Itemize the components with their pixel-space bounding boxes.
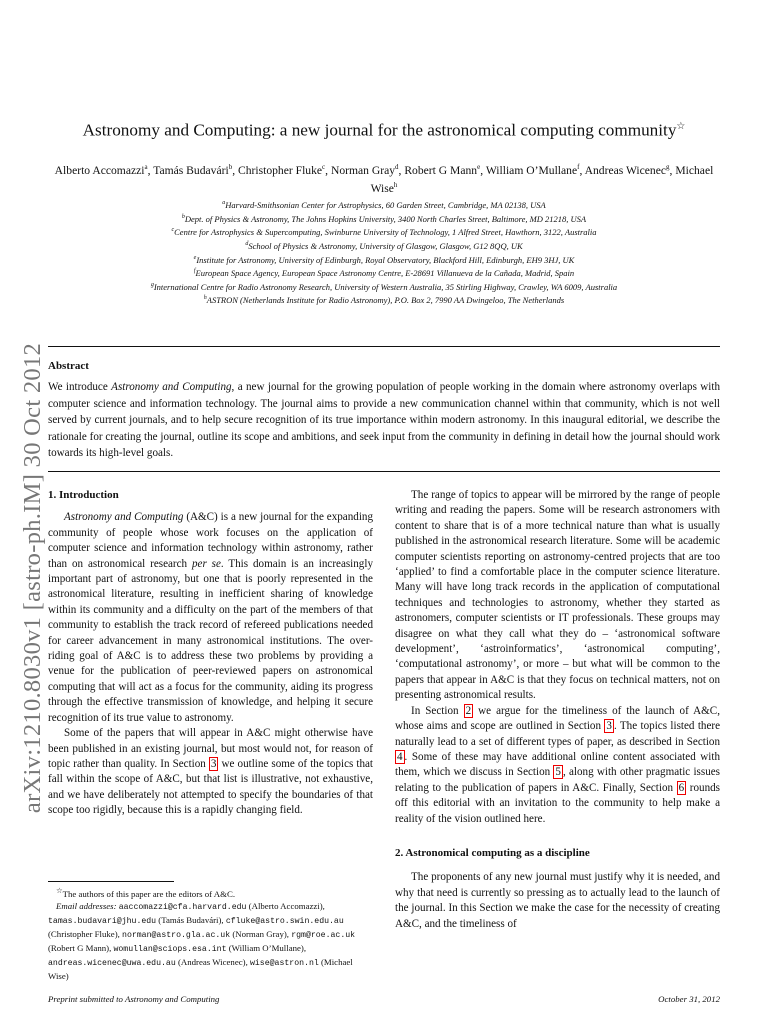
paper-title [48, 117, 720, 141]
author-name: Andreas Wicenec [584, 163, 667, 177]
author-affiliation-mark: e [477, 163, 481, 171]
email-label: Email addresses: [56, 900, 117, 911]
abstract-journal-name: Astronomy and Computing [111, 381, 232, 393]
per-se: per se [191, 557, 221, 570]
intro-p4-b: we argue for the timeliness of the launch of A&C, whose aims and scope are outlined in Section [395, 704, 720, 733]
section-2-heading: 2. Astronomical computing as a discipline [395, 846, 590, 859]
intro-p2-post: we outline some of the topics that fall within the scope of A&C, but that list is illustrative, not exhaustive, and we have deliberately not attempted to specify the boundaries of that scope too rigidly, because this is a rapidly changing field. [48, 757, 374, 817]
affiliation-line [48, 239, 720, 253]
affiliation-line [48, 198, 720, 212]
affiliation-mark: c [171, 227, 175, 234]
affiliation-line [48, 280, 720, 294]
affiliation-mark: g [150, 281, 154, 288]
footer-date: October 31, 2012 [658, 994, 720, 1004]
author-affiliation-mark: f [577, 163, 580, 171]
email-link[interactable]: andreas.wicenec@uwa.edu.au [48, 958, 176, 968]
author-affiliation-mark: a [144, 163, 148, 171]
affiliation-text: Harvard-Smithsonian Center for Astrophysics, 60 Garden Street, Cambridge, MA 02138, USA [225, 199, 546, 210]
affiliation-text: European Space Agency, European Space Astronomy Centre, E-28691 Villanueva de la Cañada, Madrid, Spain [195, 267, 575, 278]
email-owner: (Norman Gray), [230, 928, 292, 939]
left-column [48, 488, 373, 819]
email-owner: (Christopher Fluke), [48, 928, 123, 939]
affiliation-mark: a [222, 200, 226, 206]
abstract-body: , a new journal for the growing population of people working in the domain where astronomy overlaps with computer science and information technology. The journal aims to provide a new communication channel within that community, which is not well served by current journals, and to help secure recognition of its true importance within modern astronomy. In this inaugural editorial, we describe the rationale for creating the journal, outline its scope and ambitions, and seek input from the community in defining in detail how the journal should work towards its high-level goals. [48, 381, 721, 460]
title-star: ☆ [676, 121, 686, 132]
email-link[interactable]: womullan@sciops.esa.int [113, 944, 227, 954]
intro-paragraph-2 [48, 726, 373, 818]
email-link[interactable]: wise@astron.nl [249, 958, 319, 968]
affiliation-mark: d [245, 240, 249, 247]
abstract-text [48, 379, 720, 462]
section-ref-link[interactable]: 4 [397, 750, 403, 763]
author-affiliation-mark: d [395, 163, 399, 171]
affiliation-line [48, 225, 720, 239]
section-2-paragraph-1: The proponents of any new journal must justify why it is needed, and why that need is currently so pressing as to actually lead to the launch of the journal. In this Section we make the case for the necessity of creating A&C, and the timeliness of [395, 871, 720, 930]
author-list: Alberto Accomazzi$^a$, Tamás Budavári$^b$, Christopher Fluke$^c$, Norman Gray$^d$, Robert G Mann$^e$, William O’Mullane$^f$, Andreas Wicenec$^g$, Michael Wise$^h$ [54, 163, 714, 196]
author-name: Norman Gray [330, 163, 396, 177]
intro-p4-c: . The topics listed there naturally lead to a set of different types of paper, as described in Section [395, 720, 720, 748]
author-name: Alberto Accomazzi [54, 163, 145, 177]
affiliation-line [48, 266, 720, 280]
abstract-heading: Abstract [48, 360, 89, 372]
arxiv-id: arXiv:1210.8030v1 [astro-ph.IM] 30 Oct 2012 [19, 342, 46, 814]
footnote-star-text: The authors of this paper are the editors of A&C. [62, 888, 236, 899]
footnote [48, 885, 373, 982]
email-link[interactable]: rgm@roe.ac.uk [291, 930, 356, 940]
section-ref-link[interactable]: 3 [606, 720, 612, 733]
intro-p4-d: . Some of these may have additional online content associated with them, which we discuss in Section [395, 750, 720, 779]
section-1-heading: 1. Introduction [48, 489, 119, 501]
email-link[interactable]: norman@astro.gla.ac.uk [122, 930, 231, 940]
affiliation-text: Dept. of Physics & Astronomy, The Johns Hopkins University, 3400 North Charles Street, Baltimore, MD 21218, USA [184, 213, 587, 224]
affiliation-list [48, 198, 720, 307]
intro-paragraph-1 [48, 510, 373, 726]
right-column [395, 488, 720, 932]
affiliation-mark: f [193, 268, 196, 275]
journal-name: Astronomy and Computing [64, 511, 184, 524]
section-ref-link[interactable]: 2 [465, 704, 472, 717]
email-owner: (Andreas Wicenec), [175, 956, 250, 967]
intro-p1-end: . This domain is an increasingly important part of astronomy, but one that is poorly represented in the astronomical literature, resulting in inefficient sharing of knowledge within its community and a difficulty on the part of the members of that community to establish the track record of refereed publications needed for career advancement in many astronomical institutions. The over-riding goal of A&C is to address these two problems by providing a venue for the publication of peer-reviewed papers on astronomical computing that will act as a focus for the community, aiding its progress through the effective transmission of knowledge, and helping it secure recognition of its true value to astronomy. [48, 557, 373, 724]
author-name: William O’Mullane [485, 163, 578, 177]
intro-p2-pre: Some of the papers that will appear in A&C might otherwise have been published in an existing journal, but most would not, for reason of topic rather than quality. In Section [48, 727, 373, 770]
intro-p4-a: In Section [411, 704, 464, 717]
section-ref-link[interactable]: 6 [678, 781, 685, 794]
affiliation-text: International Centre for Radio Astronomy Research, University of Western Australia, 35 Stirling Highway, Crawley, WA 6009, Australia [153, 281, 618, 292]
email-link[interactable]: tamas.budavari@jhu.edu [48, 916, 157, 926]
email-owner: (Robert G Mann), [48, 942, 114, 953]
affiliation-text: School of Physics & Astronomy, University of Glasgow, Glasgow, G12 8QQ, UK [248, 240, 523, 251]
author-name: Robert G Mann [404, 163, 478, 177]
author-affiliation-mark: h [393, 181, 398, 190]
email-link[interactable]: aaccomazzi@cfa.harvard.edu [118, 902, 247, 912]
email-owner: (Michael Wise) [48, 956, 353, 981]
email-owner: (Alberto Accomazzi), [246, 900, 325, 911]
email-link[interactable]: cfluke@astro.swin.edu.au [225, 916, 344, 926]
affiliation-text: Centre for Astrophysics & Supercomputing, Swinburne University of Technology, 1 Alfred Street, Hawthorn, 3122, Australia [174, 227, 597, 238]
email-owner: (William O’Mullane), [226, 942, 307, 953]
intro-p1-mid: (A&C) is a new journal for the expanding community of people whose work focuses on the application of computer science and information technology within astronomy, rather than on astronomical research [48, 511, 374, 570]
affiliation-mark: b [181, 213, 185, 220]
intro-paragraph-4 [395, 704, 720, 827]
affiliation-line [48, 293, 720, 307]
affiliation-text: Institute for Astronomy, University of Edinburgh, Royal Observatory, Blackford Hill, Edinburgh, EH9 3HJ, UK [196, 254, 575, 265]
title-text: Astronomy and Computing: a new journal for the astronomical computing community [82, 120, 677, 140]
author-name: Tamás Budavári [153, 163, 229, 177]
email-owner: (Tamás Budavári), [156, 914, 226, 925]
abstract-top-rule [48, 346, 720, 347]
abstract-bottom-rule [48, 471, 720, 472]
author-name: Michael Wise [370, 163, 714, 196]
footnote-star: ☆ [56, 886, 63, 895]
intro-p4-f: rounds off this editorial with an invitation to the community to help make a reality of the vision outlined here. [395, 781, 720, 825]
author-affiliation-mark: b [228, 163, 233, 171]
affiliation-mark: e [193, 254, 197, 261]
footnote-emails [48, 900, 373, 982]
footnote-star-line [48, 885, 373, 900]
footer-preprint-note: Preprint submitted to Astronomy and Computing [48, 994, 220, 1004]
intro-paragraph-3: The range of topics to appear will be mirrored by the range of people writing and reading the papers. Some will be research astronomers with content to share that is of a more technical nature than what is usually published in the astronomical research literature. Some will be academic computer scientists reporting on astronomy-centred projects that are too ‘applied’ to find a comfortable place in the computer science literature. Many will have long track records in the application of computational techniques and technologies to astronomy, whether they started as astronomers, computer scientists or IT professionals. These groups may disagree on what they call what they do – ‘astronomical software development’, ‘astroinformatics’, ‘astronomical computing’, ‘computational astronomy’, or more – but what will be common to the papers that appear in A&C is that they focus on technical matters, not on presenting astronomical results. [395, 489, 720, 702]
affiliation-line [48, 253, 720, 267]
author-affiliation-mark: g [666, 163, 670, 171]
affiliation-line [48, 212, 720, 226]
author-name: Christopher Fluke [237, 163, 323, 177]
section-ref-link[interactable]: 5 [555, 766, 561, 779]
author-affiliation-mark: c [322, 163, 326, 171]
abstract-pre: We introduce [48, 381, 112, 393]
footnote-rule [48, 881, 174, 882]
affiliation-mark: h [203, 295, 207, 302]
affiliation-text: ASTRON (Netherlands Institute for Radio Astronomy), P.O. Box 2, 7990 AA Dwingeloo, The Netherlands [206, 295, 565, 306]
section-ref-link[interactable]: 3 [210, 757, 217, 770]
intro-p4-e: , along with other pragmatic issues relating to the publication of papers in A&C. Finally, Section [395, 766, 720, 794]
